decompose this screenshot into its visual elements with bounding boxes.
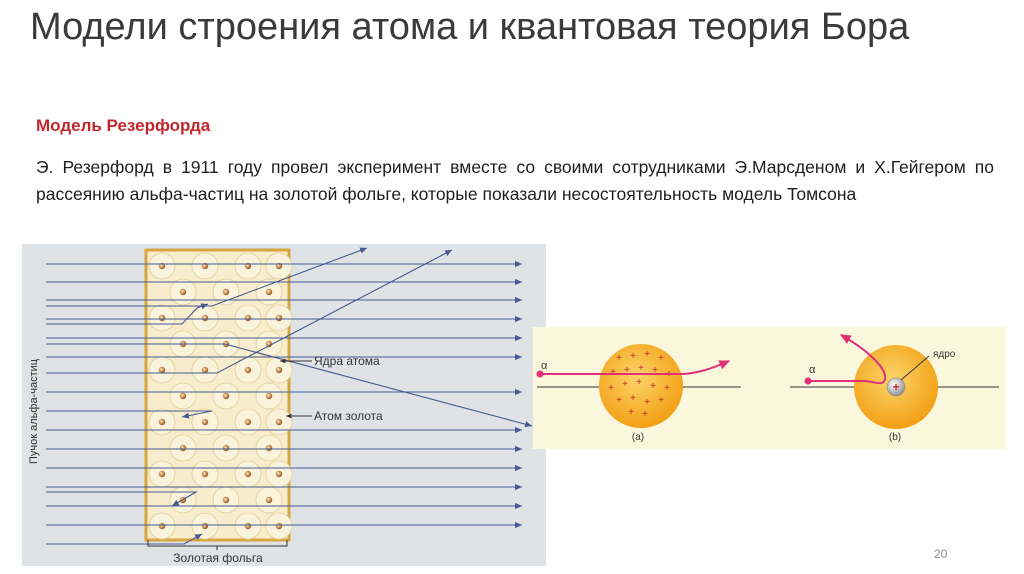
- alpha-symbol-b: α: [809, 364, 816, 376]
- plus-sign: +: [664, 383, 670, 394]
- section-subtitle: Модель Резерфорда: [36, 116, 211, 135]
- plus-sign: +: [610, 367, 616, 378]
- beam-label: Пучок альфа-частиц: [28, 358, 40, 464]
- plus-sign: +: [650, 381, 656, 392]
- atom-label: Атом золота: [314, 409, 383, 423]
- plus-sign: +: [616, 353, 622, 364]
- foil-label: Золотая фольга: [173, 551, 263, 565]
- nucleus-dot: [245, 315, 251, 321]
- nucleus-dot: [159, 523, 165, 529]
- nucleus-dot: [202, 419, 208, 425]
- plus-sign: +: [644, 349, 650, 360]
- plus-sign: +: [622, 379, 628, 390]
- nuclei-label: Ядра атома: [314, 354, 380, 368]
- nucleus-dot: [266, 497, 272, 503]
- nucleus-dot: [266, 289, 272, 295]
- plus-sign: +: [636, 377, 642, 388]
- nucleus-dot: [159, 367, 165, 373]
- nucleus-dot: [276, 315, 282, 321]
- plus-sign: +: [624, 365, 630, 376]
- plus-sign: +: [608, 383, 614, 394]
- nucleus-dot: [180, 393, 186, 399]
- plus-sign: +: [630, 351, 636, 362]
- nucleus-dot: [159, 471, 165, 477]
- atom-models-figure: [533, 327, 1006, 449]
- page-number: 20: [934, 547, 948, 561]
- nucleus-dot: [245, 523, 251, 529]
- nucleus-dot: [245, 367, 251, 373]
- plus-sign: +: [630, 393, 636, 404]
- plus-sign: +: [658, 353, 664, 364]
- plus-sign: +: [658, 395, 664, 406]
- plus-sign: +: [628, 407, 634, 418]
- nucleus-label: ядро: [933, 349, 956, 360]
- nucleus-dot: [180, 445, 186, 451]
- gold-atoms: [149, 253, 292, 539]
- plus-sign: +: [638, 363, 644, 374]
- nucleus-dot: [245, 419, 251, 425]
- plus-sign: +: [642, 409, 648, 420]
- nucleus-dot: [223, 289, 229, 295]
- nucleus-dot: [180, 289, 186, 295]
- nucleus-dot: [223, 445, 229, 451]
- nucleus-dot: [223, 393, 229, 399]
- nucleus-dot: [202, 315, 208, 321]
- nucleus-dot: [266, 393, 272, 399]
- nucleus-sign: +: [892, 380, 900, 394]
- nucleus-dot: [276, 419, 282, 425]
- caption-b: (b): [888, 432, 902, 443]
- nucleus-dot: [276, 471, 282, 477]
- caption-a: (a): [631, 432, 645, 443]
- nucleus-dot: [159, 315, 165, 321]
- nucleus-dot: [223, 497, 229, 503]
- plus-sign: +: [666, 369, 672, 380]
- nucleus-dot: [202, 471, 208, 477]
- body-paragraph: Э. Резерфорд в 1911 году провел эксперимент вместе со своими сотрудниками Э.Марсденом и Х.Гейгером по рассеянию альфа-частиц на золотой фольге, которые показали несостоятельность модель Томсона: [36, 157, 994, 204]
- nucleus-dot: [276, 367, 282, 373]
- nucleus-dot: [245, 471, 251, 477]
- nucleus-dot: [202, 367, 208, 373]
- plus-sign: +: [644, 397, 650, 408]
- nucleus-dot: [276, 523, 282, 529]
- plus-sign: +: [652, 365, 658, 376]
- alpha-symbol-a: α: [541, 360, 548, 372]
- scattering-figure: [22, 244, 546, 566]
- plus-sign: +: [616, 395, 622, 406]
- nucleus-dot: [202, 523, 208, 529]
- page-title: Модели строения атома и квантовая теория Бора: [30, 6, 910, 48]
- nucleus-dot: [159, 419, 165, 425]
- nucleus-dot: [266, 445, 272, 451]
